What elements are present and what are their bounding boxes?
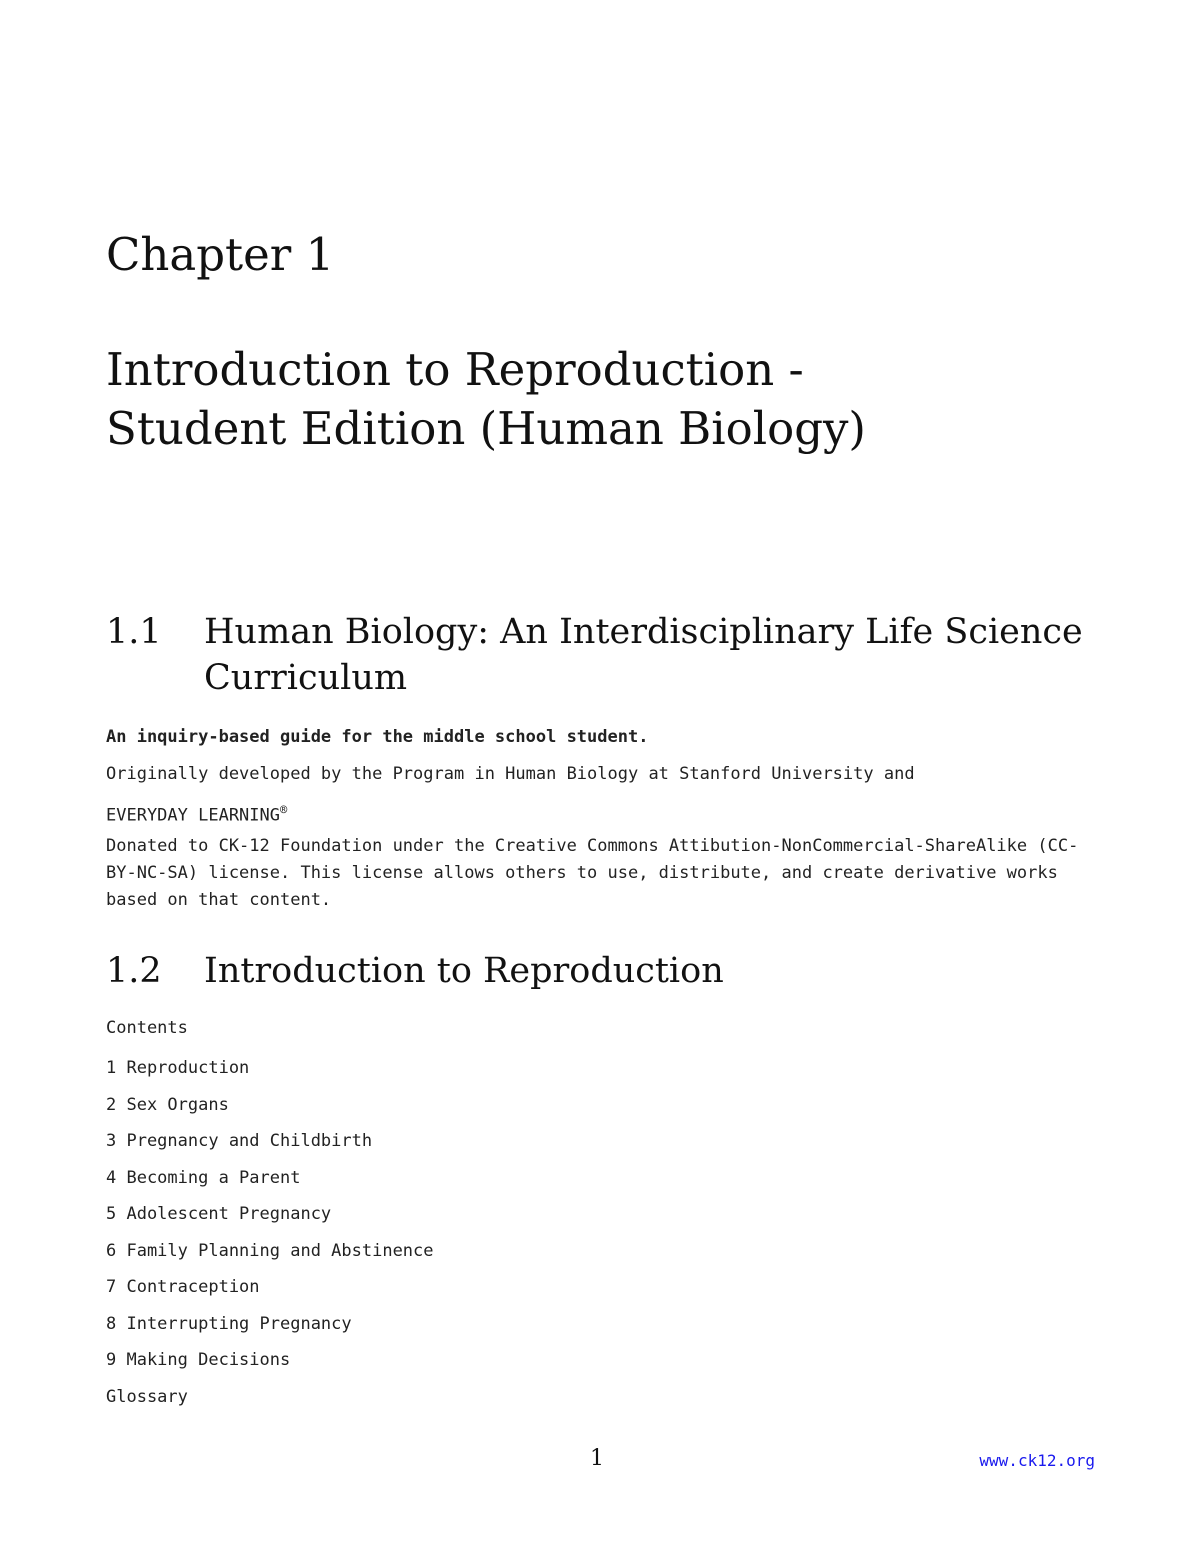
- section-number: 1.2: [106, 951, 162, 991]
- chapter-label: Chapter 1: [106, 228, 335, 281]
- chapter-title: Introduction to Reproduction - Student Edition (Human Biology): [106, 343, 866, 455]
- toc-item: 5 Adolescent Pregnancy: [106, 1204, 332, 1224]
- toc-item: 8 Interrupting Pregnancy: [106, 1313, 352, 1334]
- section-heading-1-2: [106, 948, 1106, 994]
- section-heading-1-1: [106, 609, 1106, 701]
- publisher-name: EVERYDAY LEARNING: [106, 805, 280, 826]
- toc-item: 7 Contraception: [106, 1277, 260, 1297]
- table-of-contents: [106, 1050, 434, 1415]
- toc-item: 2 Sex Organs: [106, 1094, 229, 1115]
- footer-link[interactable]: www.ck12.org: [979, 1451, 1095, 1470]
- toc-item: 1 Reproduction: [106, 1058, 250, 1078]
- section-title: Introduction to Reproduction: [204, 951, 724, 991]
- page-number: 1: [590, 1446, 604, 1471]
- section-number: 1.1: [106, 612, 162, 652]
- toc-item: Glossary: [106, 1386, 188, 1407]
- toc-item: 3 Pregnancy and Childbirth: [106, 1131, 373, 1151]
- origin-text: Originally developed by the Program in Human Biology at Stanford University and: [106, 764, 915, 784]
- publisher-line: [106, 797, 1096, 830]
- license-text: Donated to CK-12 Foundation under the Creative Commons Attibution-NonCommercial-ShareAlike (CC-BY-NC-SA) license. This license allows others to use, distribute, and create derivative works based on that content.: [106, 836, 1079, 910]
- section-title: Human Biology: An Interdisciplinary Life Science Curriculum: [204, 612, 1083, 698]
- tagline: An inquiry-based guide for the middle school student.: [106, 727, 649, 747]
- toc-item: 9 Making Decisions: [106, 1350, 291, 1370]
- toc-item: 4 Becoming a Parent: [106, 1167, 301, 1188]
- toc-item: 6 Family Planning and Abstinence: [106, 1240, 434, 1261]
- registered-mark: ®: [280, 803, 288, 817]
- contents-label: Contents: [106, 1018, 188, 1038]
